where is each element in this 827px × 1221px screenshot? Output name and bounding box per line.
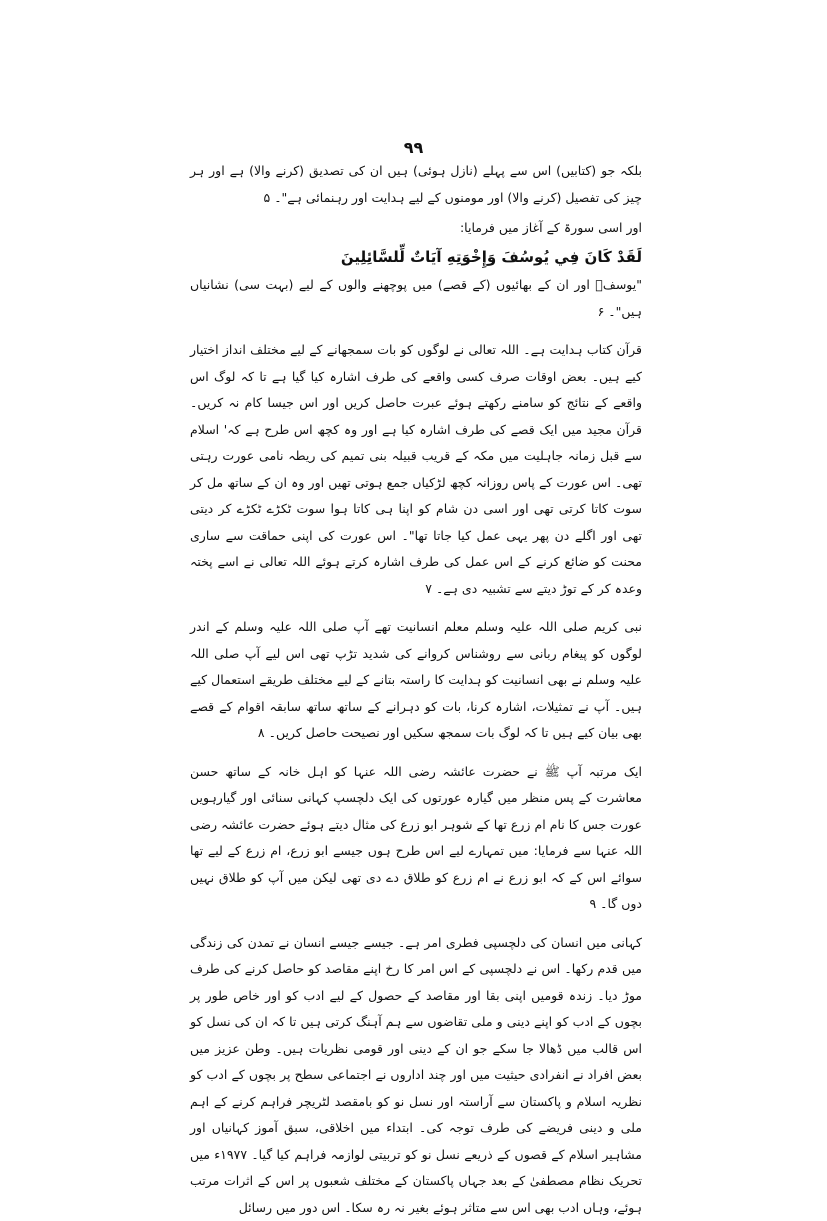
quran-verse: لَقَدْ كَانَ فِي يُوسُفَ وَإِخْوَتِهِ آيَاتٌ لِّلسَّائِلِينَ bbox=[190, 244, 642, 271]
verse-translation: "یوسفؑ اور ان کے بھائیوں (کے قصے) میں پوچھنے والوں کے لیے (بہت سی) نشانیاں ہیں"۔ ۶ bbox=[190, 272, 642, 325]
paragraph-umm-zara: ایک مرتبہ آپ ﷺ نے حضرت عائشہ رضی اللہ عنہا کو اہل خانہ کے ساتھ حسن معاشرت کے پس منظر میں گیارہ عورتوں کی ایک دلچسپ کہانی سنائی اور گیارہویں عورت جس کا نام ام زرع تھا کے شوہر ابو زرع کی مثال دیتے ہوئے حضرت عائشہ رضی اللہ عنہا سے فرمایا: میں تمہارے لیے اس طرح ہوں جیسے ابو زرع، ام زرع کے لیے تھا سوائے اس کے کہ ابو زرع نے ام زرع کو طلاق دے دی تھی لیکن میں آپ کو طلاق نہیں دوں گا۔ ۹ bbox=[190, 759, 642, 918]
page-number: ۹۹ bbox=[0, 138, 827, 157]
intro-line: اور اسی سورۃ کے آغاز میں فرمایا: bbox=[190, 215, 642, 242]
quote-continuation-paragraph: بلکہ جو (کتابیں) اس سے پہلے (نازل ہوئی) ہیں ان کی تصدیق (کرنے والا) ہے اور ہر چیز کی تفصیل (کرنے والا) اور مومنوں کے لیے ہدایت اور رہنمائی ہے"۔ ۵ bbox=[190, 158, 642, 211]
document-body bbox=[190, 158, 642, 1221]
paragraph-quran-guidance: قرآن کتاب ہدایت ہے۔ اللہ تعالی نے لوگوں کو بات سمجھانے کے لیے مختلف انداز اختیار کیے ہیں۔ بعض اوقات صرف کسی واقعے کی طرف اشارہ کیا گیا ہے تا کہ لوگ اس واقعے کے نتائج کو سامنے رکھتے ہوئے عبرت حاصل کریں اور اس جیسا کام نہ کریں۔ قرآن مجید میں ایک قصے کی طرف اشارہ کیا ہے اور وہ کچھ اس طرح ہے کہ' اسلام سے قبل زمانہ جاہلیت میں مکہ کے قریب قبیلہ بنی تمیم کی ریطہ نامی عورت رہتی تھی۔ اس عورت کے پاس روزانہ کچھ لڑکیاں جمع ہوتی تھیں اور وہ ان کے ساتھ مل کر سوت کاتا کرتی تھی اور اسی دن شام کو اپنا ہی کاتا ہوا سوت ٹکڑے ٹکڑے کر دیتی تھی اور اگلے دن پھر یہی عمل کیا جاتا تھا"۔ اس عورت کی اپنی حماقت سے ساری محنت کو ضائع کرنے کے اس عمل کی طرف اشارہ کرتے ہوئے اللہ تعالی نے اسے پختہ وعدہ کر کے توڑ دیتے سے تشبیہ دی ہے۔ ۷ bbox=[190, 337, 642, 602]
paragraph-story-interest: کہانی میں انسان کی دلچسپی فطری امر ہے۔ جیسے جیسے انسان نے تمدن کی زندگی میں قدم رکھا۔ اس نے دلچسپی کے اس امر کا رخ اپنے مقاصد کو حاصل کرنے کی طرف موڑ دیا۔ زندہ قومیں اپنی بقا اور مقاصد کے حصول کے لیے ادب کو اور خاص طور پر بچوں کے ادب کو اپنے دینی و ملی تقاضوں سے ہم آہنگ کرتی ہیں تا کہ ان کی نسل کو اس قالب میں ڈھالا جا سکے جو ان کے دینی اور قومی نظریات ہیں۔ وطن عزیز میں بعض افراد نے انفرادی حیثیت میں اور چند اداروں نے اجتماعی سطح پر بچوں کے ادب کو نظریہ اسلام و پاکستان سے آراستہ اور نسل نو کو بامقصد لٹریچر فراہم کرنے کے اہم ملی و دینی فریضے کی طرف توجہ کی۔ ابتداء میں اخلاقی، سبق آموز کہانیاں اور مشاہیر اسلام کے قصوں کے ذریعے نسل نو کو تربیتی لوازمہ فراہم کیا گیا۔ ۱۹۷۷ء میں تحریک نظام مصطفیٰ کے بعد جہاں پاکستان کے مختلف شعبوں پر اس کے اثرات مرتب ہوئے، وہاں ادب بھی اس سے متاثر ہوئے بغیر نہ رہ سکا۔ اس دور میں رسائل bbox=[190, 930, 642, 1221]
paragraph-prophet-teacher: نبی کریم صلی اللہ علیہ وسلم معلم انسانیت تھے آپ صلی اللہ علیہ وسلم کے اندر لوگوں کو پیغام ربانی سے روشناس کروانے کی شدید تڑپ تھی اس لیے آپ صلی اللہ علیہ وسلم نے بھی انسانیت کو ہدایت کا راستہ بتانے کے لیے مختلف طریقے استعمال کیے ہیں۔ آپ نے تمثیلات، اشارہ کرنا، بات کو دہرانے کے ساتھ ساتھ سابقہ اقوام کے قصے بھی بیان کیے ہیں تا کہ لوگ بات سمجھ سکیں اور نصیحت حاصل کریں۔ ۸ bbox=[190, 614, 642, 747]
